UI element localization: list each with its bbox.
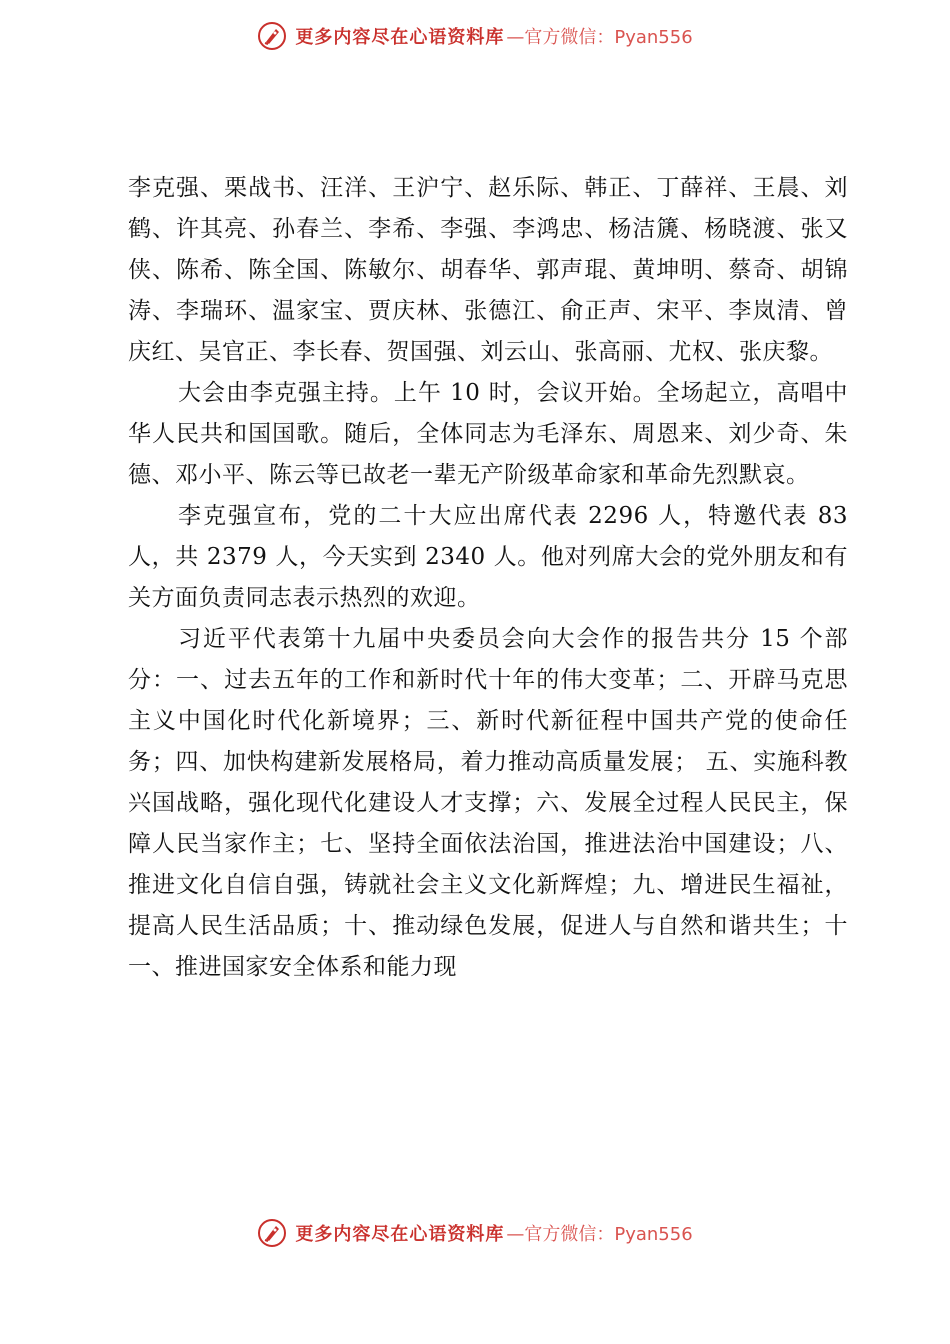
pen-nib-icon [257,21,287,51]
paragraph-report-outline: 习近平代表第十九届中央委员会向大会作的报告共分 15 个部分：一、过去五年的工作和新时代十年的伟大变革；二、开辟马克思主义中国化时代化新境界；三、新时代新征程中国共产党的使命任务；四、加快构建新发展格局，着力推动高质量发展； 五、实施科教兴国战略，强化现代化建设人才支撑；六、发展全过程人民民主，保障人民当家作主；七、坚持全面依法治国，推进法治中国建设；八、推进文化自信自强，铸就社会主义文化新辉煌；九、增进民生福祉，提高人民生活品质；十、推动绿色发展，促进人与自然和谐共生；十一、推进国家安全体系和能力现 [128,626,848,980]
footer-banner-wechat: —官方微信：Pyan556 [506,1224,693,1245]
footer-banner [0,1213,950,1253]
document-body [128,168,848,988]
pen-nib-icon [257,1218,287,1248]
header-banner [0,16,950,56]
paragraph-attendee-list: 李克强、栗战书、汪洋、王沪宁、赵乐际、韩正、丁薛祥、王晨、刘鹤、许其亮、孙春兰、李希、李强、李鸿忠、杨洁篪、杨晓渡、张又侠、陈希、陈全国、陈敏尔、胡春华、郭声琨、黄坤明、蔡奇、胡锦涛、李瑞环、温家宝、贾庆林、张德江、俞正声、宋平、李岚清、曾庆红、吴官正、李长春、贺国强、刘云山、张高丽、尤权、张庆黎。 [128,175,848,365]
paragraph-opening: 大会由李克强主持。上午 10 时，会议开始。全场起立，高唱中华人民共和国国歌。随后，全体同志为毛泽东、周恩来、刘少奇、朱德、邓小平、陈云等已故老一辈无产阶级革命家和革命先烈默哀。 [128,380,848,488]
header-banner-wechat: —官方微信：Pyan556 [506,27,693,48]
paragraph-attendance: 李克强宣布，党的二十大应出席代表 2296 人，特邀代表 83 人，共 2379 人，今天实到 2340 人。他对列席大会的党外朋友和有关方面负责同志表示热烈的欢迎。 [128,503,848,611]
header-banner-text: 更多内容尽在心语资料库 [295,27,505,48]
footer-banner-text: 更多内容尽在心语资料库 [295,1224,505,1245]
